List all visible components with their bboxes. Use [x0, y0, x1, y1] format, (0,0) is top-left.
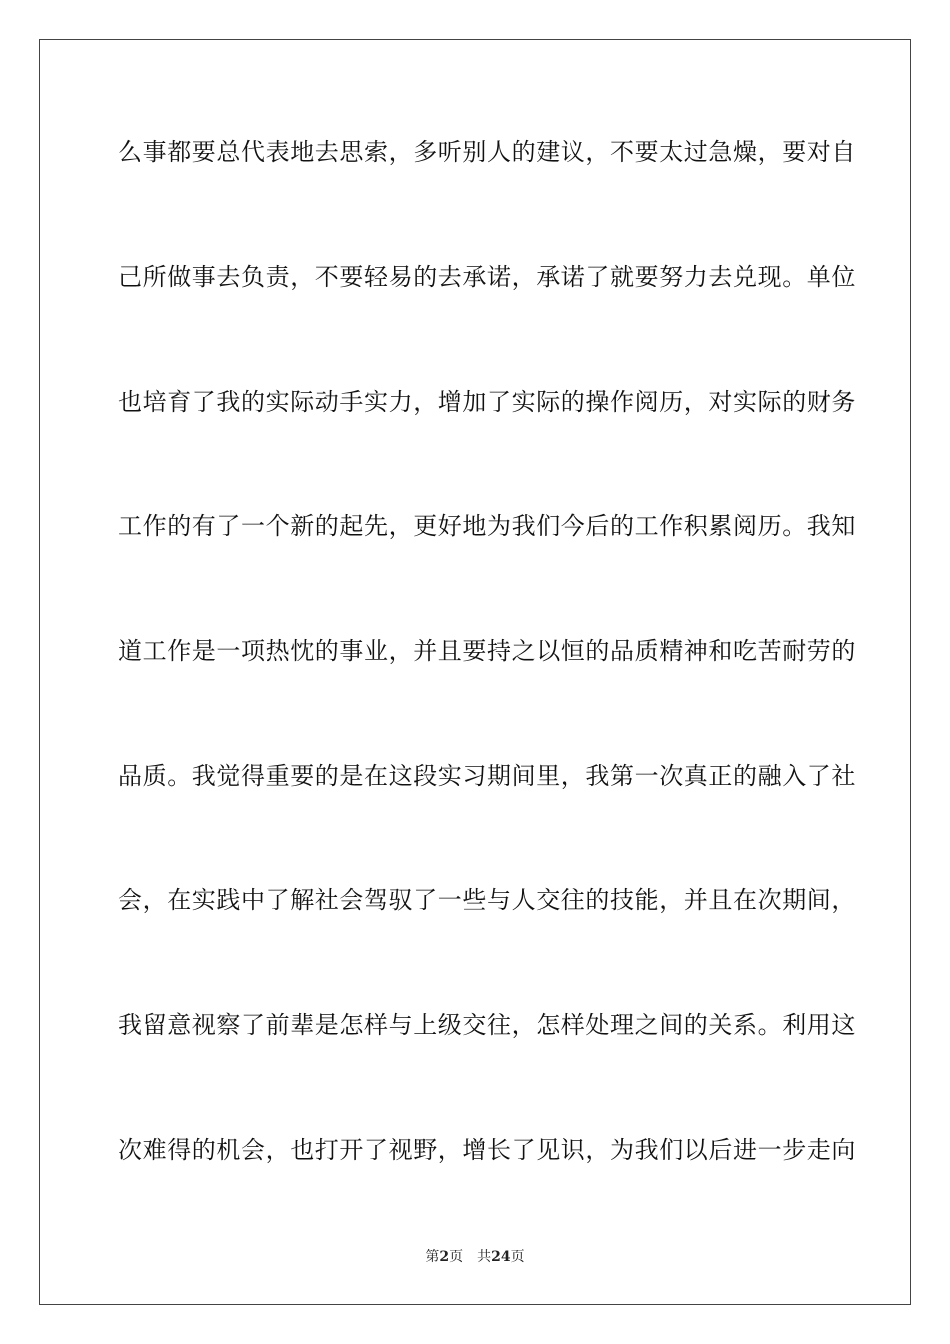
- total-pages-indicator: [477, 1249, 524, 1265]
- page-border: [39, 39, 911, 1305]
- page-prefix: 第: [425, 1249, 440, 1265]
- page-number-indicator: [425, 1249, 463, 1265]
- body-text-line: 己所做事去负责，不要轻易的去承诺，承诺了就要努力去兑现。单位: [118, 263, 856, 291]
- current-page-number: 2: [439, 1249, 450, 1265]
- total-suffix: 页: [510, 1249, 525, 1265]
- body-text-line: 次难得的机会，也打开了视野，增长了见识，为我们以后进一步走向: [118, 1136, 856, 1164]
- page-footer: [0, 1248, 950, 1266]
- total-prefix: 共: [477, 1249, 492, 1265]
- body-text-line: 么事都要总代表地去思索，多听别人的建议，不要太过急燥，要对自: [118, 138, 856, 166]
- page-suffix: 页: [449, 1249, 464, 1265]
- body-text-line: 会，在实践中了解社会驾驭了一些与人交往的技能，并且在次期间，: [118, 886, 856, 914]
- body-text-line: 品质。我觉得重要的是在这段实习期间里，我第一次真正的融入了社: [118, 762, 856, 790]
- body-text-line: 工作的有了一个新的起先，更好地为我们今后的工作积累阅历。我知: [118, 512, 856, 540]
- body-text-line: 道工作是一项热忱的事业，并且要持之以恒的品质精神和吃苦耐劳的: [118, 637, 856, 665]
- body-text-line: 也培育了我的实际动手实力，增加了实际的操作阅历，对实际的财务: [118, 388, 856, 416]
- body-text-line: 我留意视察了前辈是怎样与上级交往，怎样处理之间的关系。利用这: [118, 1011, 856, 1039]
- total-page-count: 24: [491, 1249, 511, 1265]
